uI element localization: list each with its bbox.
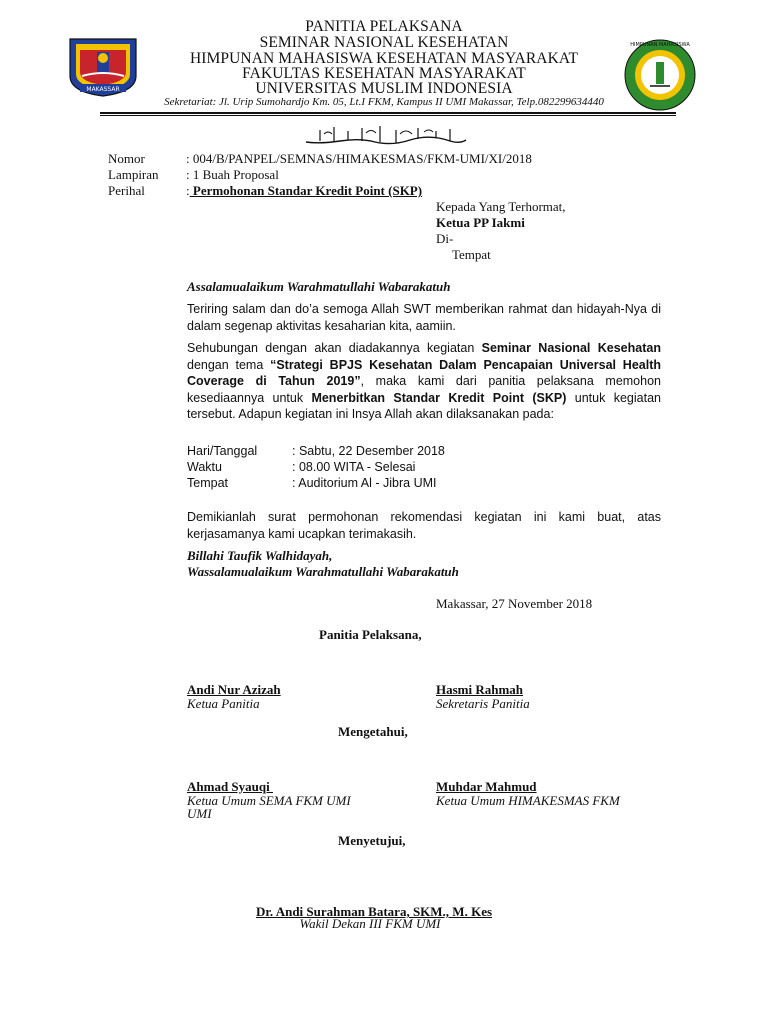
recipient-line-4: Tempat [452, 247, 491, 262]
event-place-value: : Auditorium Al - Jibra UMI [292, 476, 437, 490]
signer-1-role: Ketua Panitia [187, 696, 260, 711]
event-day-label: Hari/Tanggal [187, 444, 258, 458]
perihal-label: Perihal [108, 183, 145, 198]
signer-2-name: Hasmi Rahmah [436, 682, 524, 697]
approving-label: Menyetujui, [338, 833, 406, 848]
header-line-2: SEMINAR NASIONAL KESEHATAN [259, 34, 509, 51]
header-rule-thin [100, 115, 676, 116]
event-day-value: : Sabtu, 22 Desember 2018 [292, 444, 445, 458]
signer-1-name: Andi Nur Azizah [187, 682, 281, 697]
header-line-5: UNIVERSITAS MUSLIM INDONESIA [255, 80, 513, 97]
para2-event-name: Seminar Nasional Kesehatan [481, 341, 661, 355]
lampiran-label: Lampiran [108, 167, 159, 182]
lampiran-value: : 1 Buah Proposal [186, 167, 279, 182]
perihal-colon: : [186, 183, 190, 198]
closing-1: Billahi Taufik Walhidayah, [187, 548, 333, 563]
committee-label: Panitia Pelaksana, [319, 627, 422, 642]
knowing-label: Mengetahui, [338, 724, 408, 739]
header-rule [100, 112, 676, 114]
para2-text-4: untuk kegiatan tersebut. Adapun kegiatan ini Insya Allah akan dilaksanakan pada: [187, 390, 661, 421]
secretariat-line: Sekretariat: Jl. Urip Sumohardjo Km. 05, Lt.I FKM, Kampus II UMI Makassar, Telp.082299634440 [164, 96, 604, 108]
signer-3-role: Ketua Umum SEMA FKM UMI [187, 793, 351, 808]
signer-3-name: Ahmad Syauqi [187, 779, 273, 794]
paragraph-1: Teriring salam dan do’a semoga Allah SWT memberikan rahmat dan hidayah-Nya di dalam segenap aktivitas kesaharian kita, aamiin. [187, 302, 661, 333]
signer-4-role: Ketua Umum HIMAKESMAS FKM [436, 793, 620, 808]
svg-text:MAKASSAR: MAKASSAR [86, 86, 120, 93]
paragraph-3: Demikianlah surat permohonan rekomendasi kegiatan ini kami buat, atas kerjasamanya kami ucapkan terimakasih. [187, 510, 661, 541]
event-place-label: Tempat [187, 476, 228, 490]
header-line-1: PANITIA PELAKSANA [305, 18, 463, 35]
header-line-3: HIMPUNAN MAHASISWA KESEHATAN MASYARAKAT [189, 50, 579, 67]
para2-text-1: Sehubungan dengan akan diadakannya kegiatan [187, 341, 482, 355]
perihal-value-row [186, 183, 422, 199]
place-date: Makassar, 27 November 2018 [436, 596, 593, 611]
nomor-label: Nomor [108, 151, 145, 166]
para2-theme: “Strategi BPJS Kesehatan Dalam Pencapaian Universal Health Coverage di Tahun 2019” [187, 357, 661, 388]
header-line-4: FAKULTAS KESEHATAN MASYARAKAT [242, 65, 526, 82]
recipient-line-1: Kepada Yang Terhormat, [436, 199, 566, 214]
greeting: Assalamualaikum Warahmatullahi Wabarakatuh [187, 279, 451, 294]
closing-2: Wassalamualaikum Warahmatullahi Wabarakatuh [187, 564, 459, 579]
para2-text-3: , maka kami dari panitia pelaksana memohon kesediaannya untuk [187, 374, 661, 405]
event-time-value: : 08.00 WITA - Selesai [292, 460, 416, 474]
para2-request: Menerbitkan Standar Kredit Point (SKP) [311, 390, 567, 405]
recipient-line-3: Di- [436, 231, 454, 246]
signer-3-role-line2: UMI [187, 806, 212, 821]
signer-5-name: Dr. Andi Surahman Batara, SKM., M. Kes [255, 904, 493, 919]
recipient-line-2: Ketua PP Iakmi [436, 215, 525, 230]
svg-text:HIMPUNAN MAHASISWA: HIMPUNAN MAHASISWA [630, 42, 690, 48]
basmala-calligraphy [300, 122, 470, 150]
nomor-value: : 004/B/PANPEL/SEMNAS/HIMAKESMAS/FKM-UMI/XI/2018 [186, 151, 532, 166]
signer-5-role: Wakil Dekan III FKM UMI [299, 916, 441, 931]
event-time-label: Waktu [187, 460, 222, 474]
paragraph-2 [187, 340, 661, 423]
para2-text-2: dengan tema [187, 357, 271, 372]
signer-2-role: Sekretaris Panitia [436, 696, 530, 711]
signer-4-name: Muhdar Mahmud [436, 779, 537, 794]
perihal-value: Permohonan Standar Kredit Point (SKP) [189, 183, 423, 198]
